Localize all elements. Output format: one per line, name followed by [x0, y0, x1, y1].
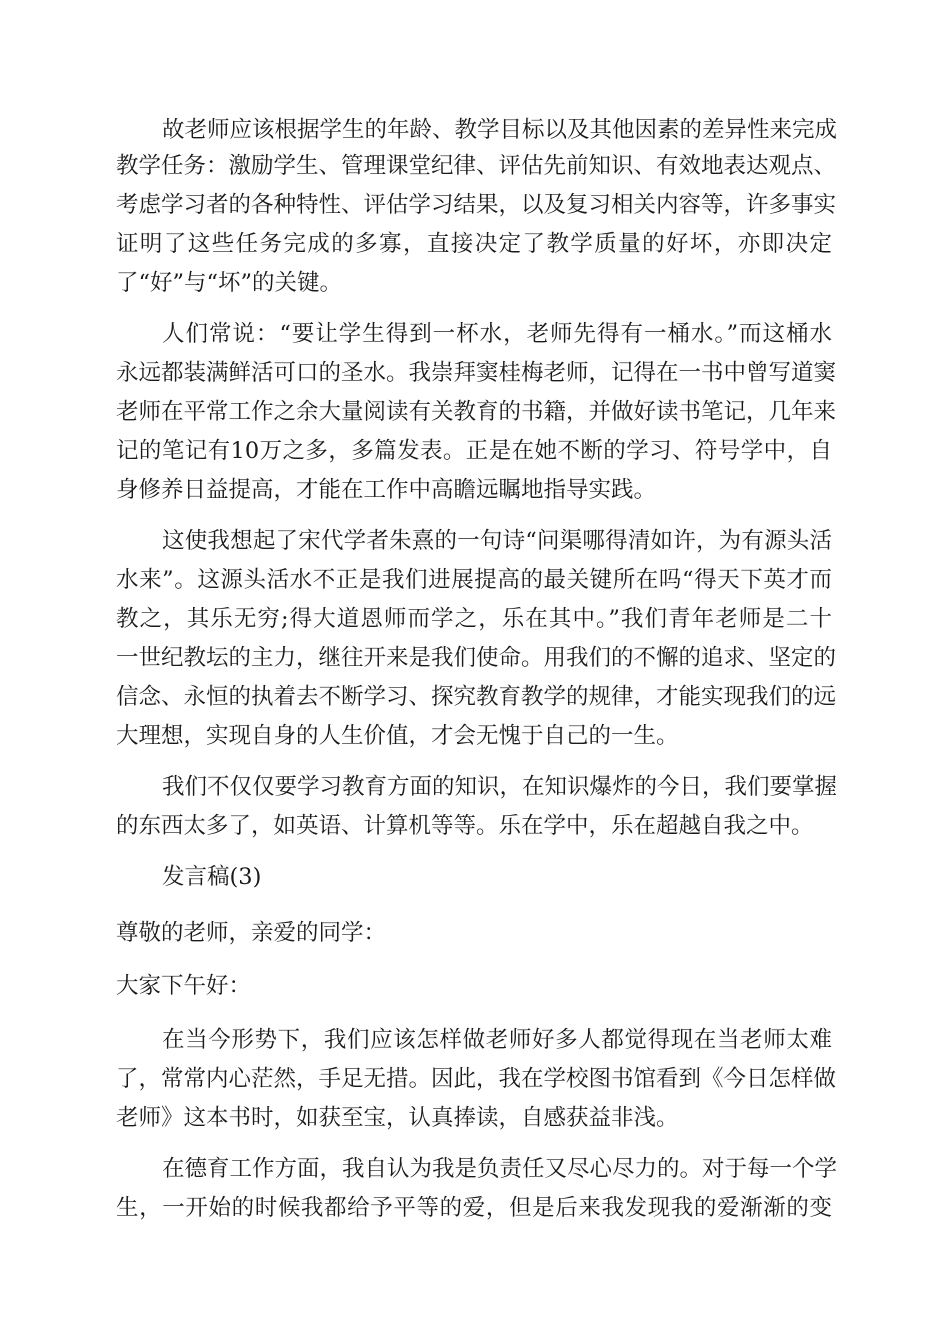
paragraph-2-line-5: 身修养日益提高，才能在工作中高瞻远瞩地指导实践。 — [116, 477, 657, 503]
paragraph-2-line-1: 人们常说：“要让学生得到一杯水，老师先得有一桶水。”而这桶水 — [162, 321, 832, 347]
paragraph-2-line-2: 永远都装满鲜活可口的圣水。我崇拜窦桂梅老师，记得在一书中曾写道窦 — [116, 360, 837, 386]
paragraph-1-line-3: 考虑学习者的各种特性、评估学习结果，以及复习相关内容等，许多事实 — [116, 192, 837, 218]
paragraph-1-line-4: 证明了这些任务完成的多寡，直接决定了教学质量的好坏，亦即决定 — [116, 231, 832, 257]
paragraph-4-line-1: 我们不仅仅要学习教育方面的知识，在知识爆炸的今日，我们要掌握 — [162, 774, 838, 800]
paragraph-6-line-1: 在德育工作方面，我自认为我是负责任又尽心尽力的。对于每一个学 — [162, 1156, 838, 1182]
paragraph-3-line-6: 大理想，实现自身的人生价值，才会无愧于自己的一生。 — [116, 723, 679, 749]
speech-heading: 发言稿(3) — [162, 864, 262, 890]
paragraph-6-line-2: 生，一开始的时候我都给予平等的爱，但是后来我发现我的爱渐渐的变 — [116, 1195, 832, 1221]
paragraph-1-line-1: 故老师应该根据学生的年龄、教学目标以及其他因素的差异性来完成 — [162, 117, 838, 143]
paragraph-4-line-2: 的东西太多了，如英语、计算机等等。乐在学中，乐在超越自我之中。 — [116, 813, 814, 839]
paragraph-5-line-3: 老师》这本书时，如获至宝，认真捧读，自感获益非浅。 — [116, 1105, 679, 1131]
paragraph-5-line-2: 了，常常内心茫然，手足无措。因此，我在学校图书馆看到《今日怎样做 — [116, 1066, 837, 1092]
paragraph-1-line-2: 教学任务：激励学生、管理课堂纪律、评估先前知识、有效地表达观点、 — [116, 153, 837, 179]
salutation-line: 尊敬的老师，亲爱的同学： — [116, 920, 387, 946]
paragraph-1-line-5: 了“好”与“坏”的关键。 — [116, 270, 343, 296]
greeting-line: 大家下午好： — [116, 973, 252, 999]
paragraph-2-line-4: 记的笔记有10万之多，多篇发表。正是在她不断的学习、符号学中，自 — [116, 438, 832, 464]
paragraph-2-line-3: 老师在平常工作之余大量阅读有关教育的书籍，并做好读书笔记，几年来 — [116, 399, 837, 425]
paragraph-3-line-3: 教之，其乐无穷;得大道恩师而学之，乐在其中。”我们青年老师是二十 — [116, 606, 832, 632]
paragraph-3-line-5: 信念、永恒的执着去不断学习、探究教育教学的规律，才能实现我们的远 — [116, 684, 837, 710]
paragraph-3-line-1: 这使我想起了宋代学者朱熹的一句诗“问渠哪得清如许，为有源头活 — [162, 528, 832, 554]
paragraph-3-line-4: 一世纪教坛的主力，继往开来是我们使命。用我们的不懈的追求、坚定的 — [116, 645, 837, 671]
paragraph-5-line-1: 在当今形势下，我们应该怎样做老师好多人都觉得现在当老师太难 — [162, 1027, 832, 1053]
paragraph-3-line-2: 水来”。这源头活水不正是我们进展提高的最关键所在吗“得天下英才而 — [116, 567, 832, 593]
